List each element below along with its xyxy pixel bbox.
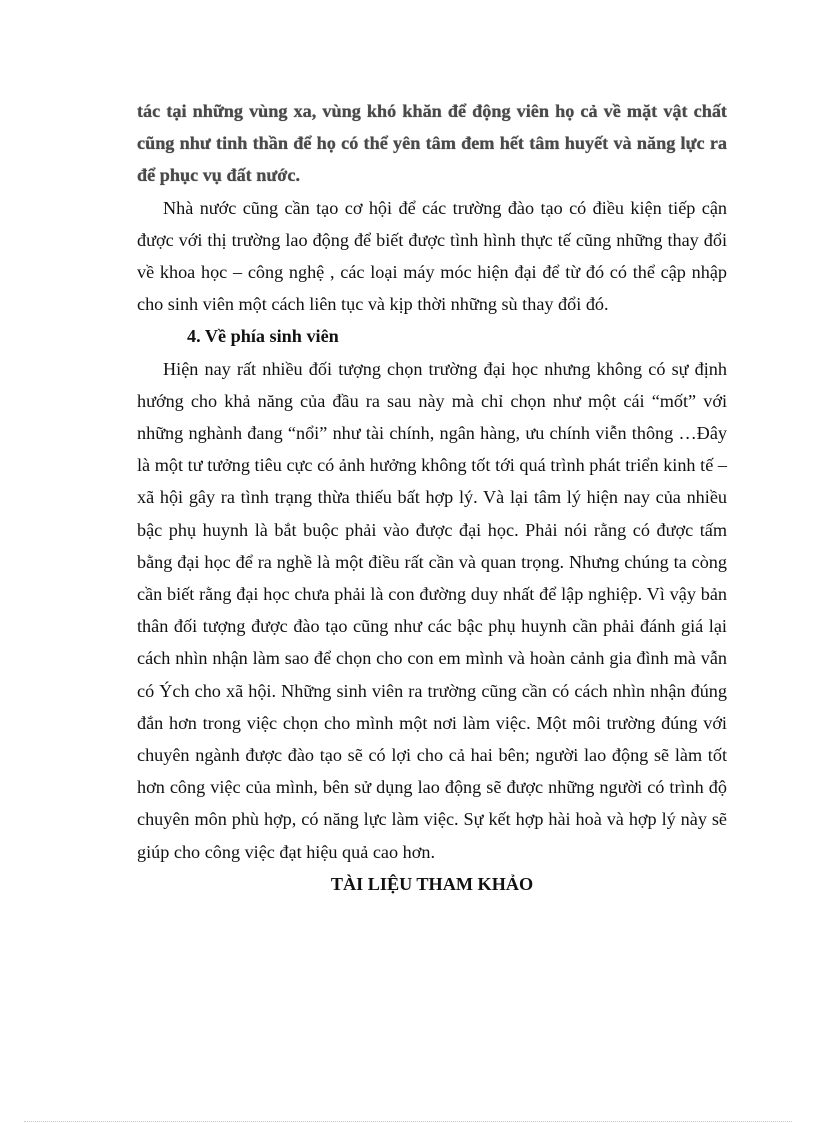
references-heading: TÀI LIỆU THAM KHẢO — [330, 873, 534, 894]
page-bottom-divider — [24, 1121, 792, 1122]
paragraph-students: Hiện nay rất nhiều đối tượng chọn trường đại học nhưng không có sự định hướng cho khả năng của đầu ra sau này mà chỉ chọn như một cái “mốt” với những nghành đang “nổi” như tài chính, ngân hàng, ưu chính viễn thông …Đây là một tư tưởng tiêu cực có ảnh hưởng không tốt tới quá trình phát triển kinh tế –xã hội gây ra tình trạng thừa thiếu bất hợp lý. Và lại tâm lý hiện nay của nhiều bậc phụ huynh là bắt buộc phải vào được đại học. Phải nói rằng có được tấm bằng đại học để ra nghề là một điều rất cần và quan trọng. Nhưng chúng ta còng cần biết rằng đại học chưa phải là con đường duy nhất để lập nghiệp. Vì vậy bản thân đối tượng được đào tạo cũng như các bậc phụ huynh cần phải đánh giá lại cách nhìn nhận làm sao để chọn cho con em mình và hoàn cảnh gia đình mà vẫn có Ých cho xã hội. Những sinh viên ra trường cũng cần có cách nhìn nhận đúng đắn hơn trong việc chọn cho mình một nơi làm việc. Một môi trường đúng với chuyên ngành được đào tạo sẽ có lợi cho cả hai bên; người lao động sẽ làm tốt hơn công việc của mình, bên sử dụng lao động sẽ được những người có trình độ chuyên môn phù hợp, có năng lực làm việc. Sự kết hợp hài hoà và hợp lý này sẽ giúp cho công việc đạt hiệu quả cao hơn. — [137, 358, 727, 862]
paragraph-state-role: Nhà nước cũng cần tạo cơ hội để các trường đào tạo có điều kiện tiếp cận được với thị trường lao động để biết được tình hình thực tế cũng những thay đổi về khoa học – công nghệ , các loại máy móc hiện đại để từ đó có thể cập nhập cho sinh viên một cách liên tục và kịp thời những sù thay đổi đó. — [137, 197, 727, 315]
document-page — [137, 95, 727, 900]
section-heading-students: 4. Về phía sinh viên — [187, 326, 339, 347]
paragraph-continuation: tác tại những vùng xa, vùng khó khăn để động viên họ cả về mặt vật chất cũng như tinh thần để họ có thể yên tâm đem hết tâm huyết và năng lực ra để phục vụ đất nước. — [137, 101, 727, 186]
